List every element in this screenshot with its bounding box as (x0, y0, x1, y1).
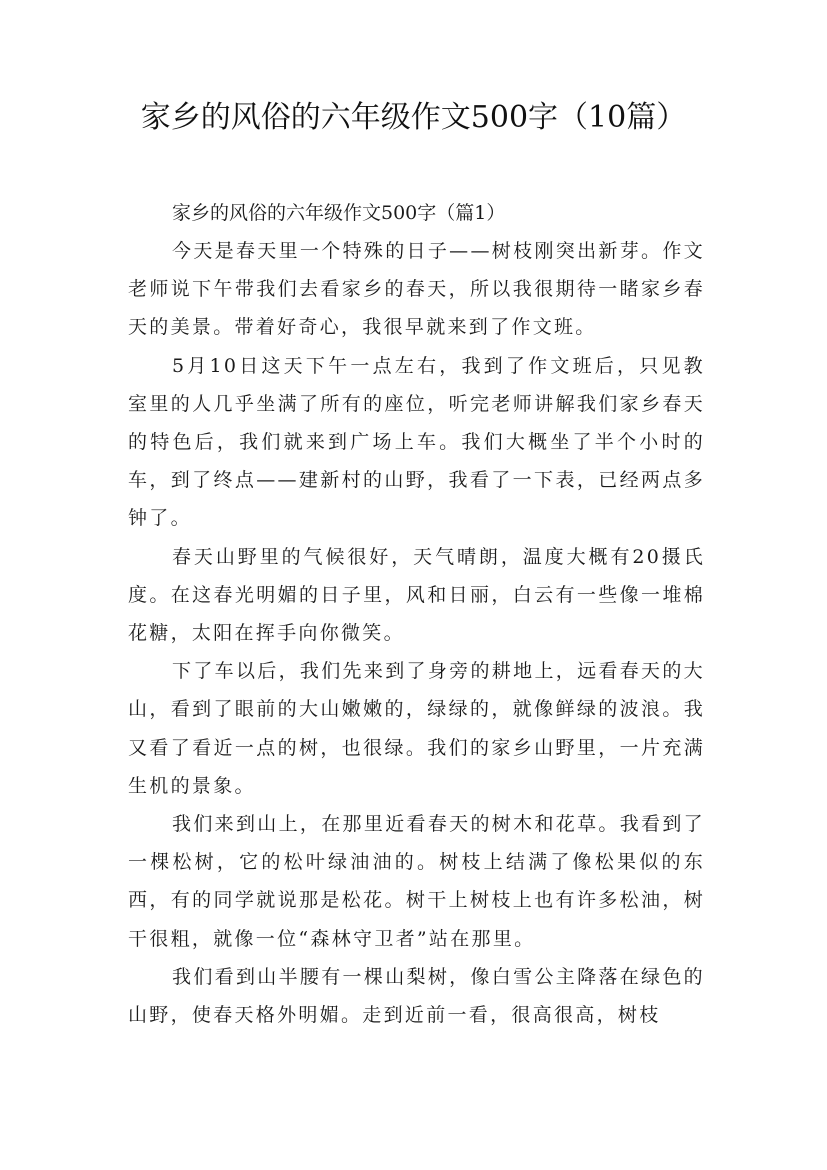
document-title: 家乡的风俗的六年级作文500字（10篇） (140, 100, 687, 135)
document-body (128, 194, 705, 1034)
paragraph-4: 下了车以后，我们先来到了身旁的耕地上，远看春天的大山，看到了眼前的大山嫩嫩的，绿绿的，就像鲜绿的波浪。我又看了看近一点的树，也很绿。我们的家乡山野里，一片充满生机的景象。 (128, 660, 705, 797)
paragraph-6: 我们看到山半腰有一棵山梨树，像白雪公主降落在绿色的山野，使春天格外明媚。走到近前一看，很高很高，树枝 (128, 965, 705, 1027)
paragraph-1: 今天是春天里一个特殊的日子——树枝刚突出新芽。作文老师说下午带我们去看家乡的春天，所以我很期待一睹家乡春天的美景。带着好奇心，我很早就来到了作文班。 (128, 240, 705, 339)
section-heading: 家乡的风俗的六年级作文500字（篇1） (172, 202, 506, 224)
paragraph-2: 5月10日这天下午一点左右，我到了作文班后，只见教室里的人几乎坐满了所有的座位，听完老师讲解我们家乡春天的特色后，我们就来到广场上车。我们大概坐了半个小时的车，到了终点——建新村的山野，我看了一下表，已经两点多钟了。 (128, 354, 705, 530)
paragraph-5: 我们来到山上，在那里近看春天的树木和花草。我看到了一棵松树，它的松叶绿油油的。树枝上结满了像松果似的东西，有的同学就说那是松花。树干上树枝上也有许多松油，树干很粗，就像一位“森林守卫者”站在那里。 (128, 813, 705, 950)
paragraph-3: 春天山野里的气候很好，天气晴朗，温度大概有20摄氏度。在这春光明媚的日子里，风和日丽，白云有一些像一堆棉花糖，太阳在挥手向你微笑。 (128, 545, 705, 645)
